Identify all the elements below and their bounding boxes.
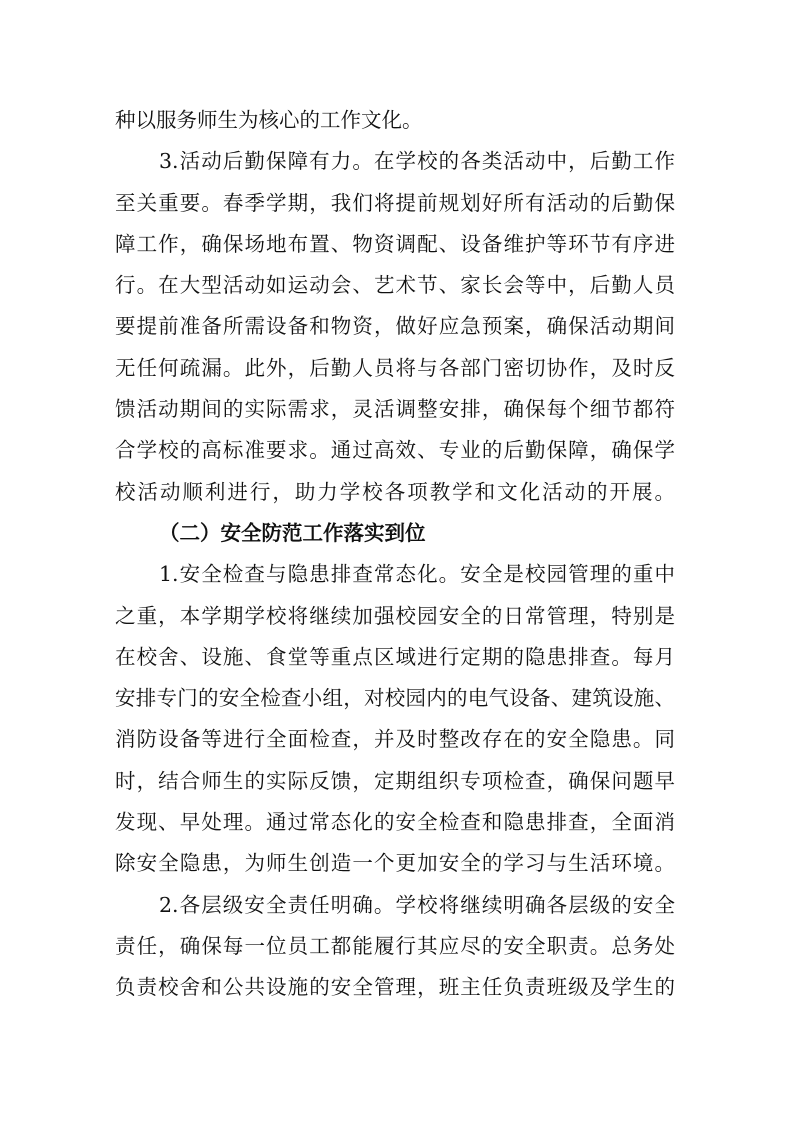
paragraph-line: 行。在大型活动如运动会、艺术节、家长会等中，后勤人员 bbox=[115, 273, 675, 298]
body-text bbox=[115, 100, 675, 1009]
paragraph-line: 障工作，确保场地布置、物资调配、设备维护等环节有序进 bbox=[115, 231, 675, 256]
paragraph-line: 种以服务师生为核心的工作文化。 bbox=[115, 108, 423, 132]
paragraph-line: 发现、早处理。通过常态化的安全检查和隐患排查，全面消 bbox=[115, 810, 675, 835]
paragraph-line: 安排专门的安全检查小组，对校园内的电气设备、建筑设施、 bbox=[115, 686, 675, 711]
paragraph-line: 负责校舍和公共设施的安全管理，班主任负责班级及学生的 bbox=[115, 975, 675, 1000]
paragraph-line: 至关重要。春季学期，我们将提前规划好所有活动的后勤保 bbox=[115, 190, 675, 215]
paragraph-line: 在校舍、设施、食堂等重点区域进行定期的隐患排查。每月 bbox=[115, 644, 675, 669]
paragraph-line: 要提前准备所需设备和物资，做好应急预案，确保活动期间 bbox=[115, 314, 675, 339]
paragraph-line: 1.安全检查与隐患排查常态化。安全是校园管理的重中 bbox=[159, 562, 675, 587]
paragraph-line: 责任，确保每一位员工都能履行其应尽的安全职责。总务处 bbox=[115, 933, 675, 958]
paragraph-line: 无任何疏漏。此外，后勤人员将与各部门密切协作，及时反 bbox=[115, 355, 675, 380]
paragraph-line: 除安全隐患，为师生创造一个更加安全的学习与生活环境。 bbox=[115, 851, 675, 876]
paragraph-line: 馈活动期间的实际需求，灵活调整安排，确保每个细节都符 bbox=[115, 397, 675, 422]
paragraph-line: 2.各层级安全责任明确。学校将继续明确各层级的安全 bbox=[159, 892, 675, 917]
paragraph-line: 校活动顺利进行，助力学校各项教学和文化活动的开展。 bbox=[115, 479, 675, 504]
paragraph-line: 3.活动后勤保障有力。在学校的各类活动中，后勤工作 bbox=[159, 149, 675, 174]
paragraph-line: 合学校的高标准要求。通过高效、专业的后勤保障，确保学 bbox=[115, 438, 675, 463]
paragraph-line: 时，结合师生的实际反馈，定期组织专项检查，确保问题早 bbox=[115, 768, 675, 793]
section-heading: （二）安全防范工作落实到位 bbox=[159, 520, 426, 545]
paragraph-line: 消防设备等进行全面检查，并及时整改存在的安全隐患。同 bbox=[115, 727, 675, 752]
paragraph-line: 之重，本学期学校将继续加强校园安全的日常管理，特别是 bbox=[115, 603, 675, 628]
